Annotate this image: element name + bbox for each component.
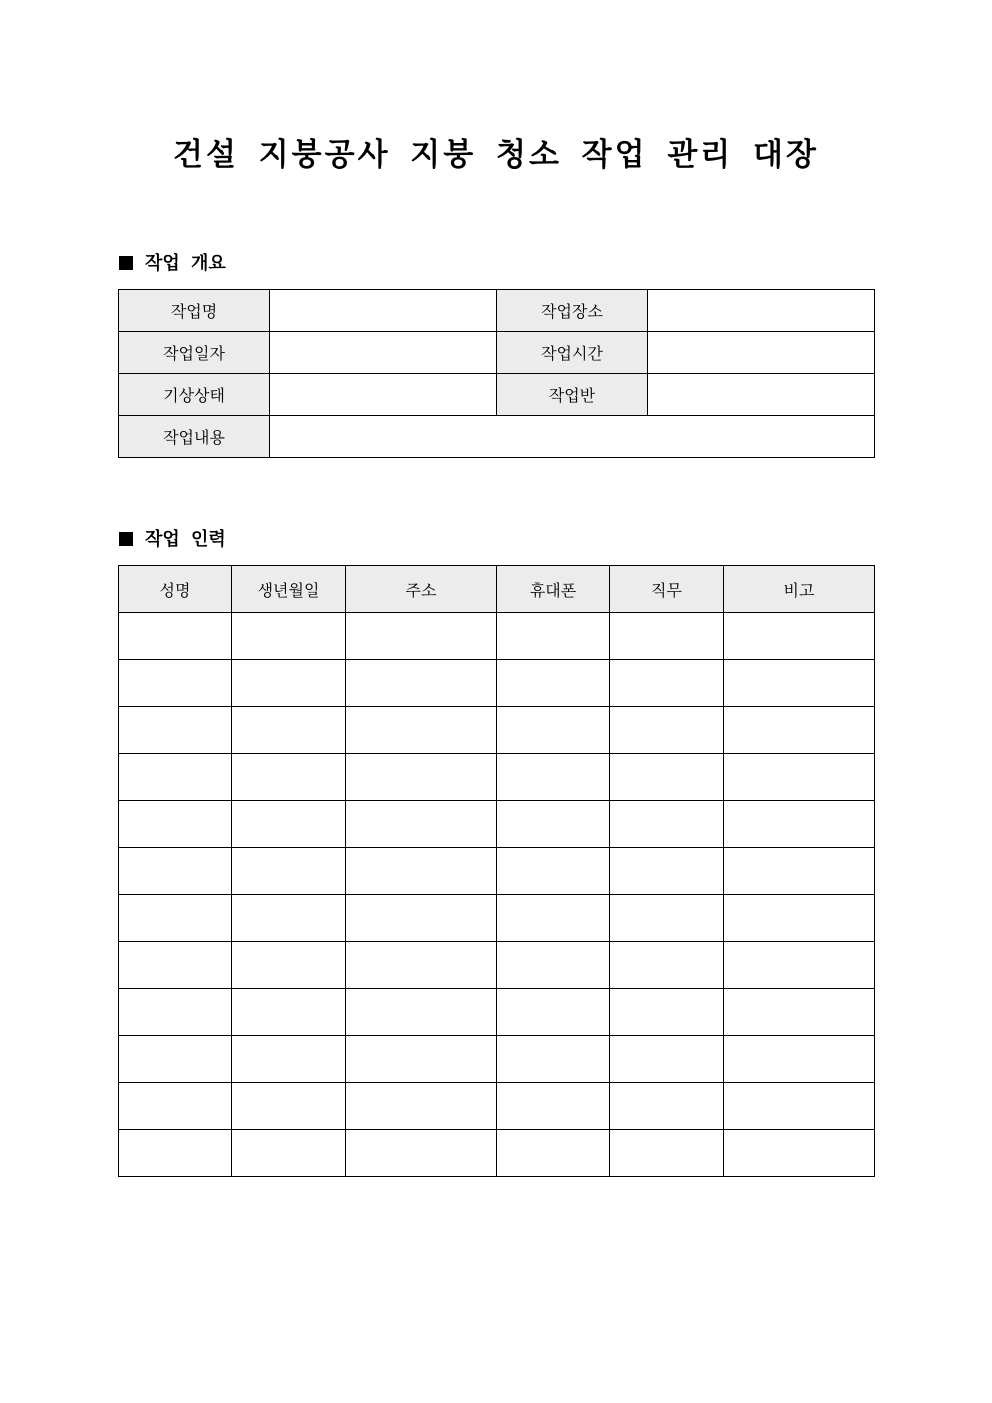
- table-row: [119, 989, 875, 1036]
- cell-name[interactable]: [119, 613, 232, 660]
- square-bullet-icon: [119, 532, 133, 546]
- cell-role[interactable]: [610, 613, 724, 660]
- cell-address[interactable]: [346, 848, 497, 895]
- table-row: [119, 660, 875, 707]
- label-weather: 기상상태: [119, 374, 270, 416]
- column-header-role: 직무: [610, 566, 724, 613]
- cell-remarks[interactable]: [724, 801, 875, 848]
- cell-remarks[interactable]: [724, 895, 875, 942]
- label-work-content: 작업내용: [119, 416, 270, 458]
- overview-row: [119, 332, 875, 374]
- personnel-table: [118, 565, 875, 1177]
- value-weather[interactable]: [270, 374, 497, 416]
- cell-name[interactable]: [119, 801, 232, 848]
- table-row: [119, 895, 875, 942]
- value-work-date[interactable]: [270, 332, 497, 374]
- label-work-date: 작업일자: [119, 332, 270, 374]
- cell-remarks[interactable]: [724, 989, 875, 1036]
- cell-mobile[interactable]: [497, 801, 610, 848]
- cell-birthdate[interactable]: [232, 942, 346, 989]
- cell-remarks[interactable]: [724, 613, 875, 660]
- section-heading-label: 작업 개요: [145, 253, 226, 274]
- cell-mobile[interactable]: [497, 1036, 610, 1083]
- column-header-birthdate: 생년월일: [232, 566, 346, 613]
- section-heading-personnel: [119, 528, 226, 552]
- table-row: [119, 942, 875, 989]
- cell-role[interactable]: [610, 942, 724, 989]
- cell-birthdate[interactable]: [232, 989, 346, 1036]
- column-header-mobile: 휴대폰: [497, 566, 610, 613]
- cell-mobile[interactable]: [497, 848, 610, 895]
- value-work-time[interactable]: [648, 332, 875, 374]
- cell-address[interactable]: [346, 613, 497, 660]
- cell-birthdate[interactable]: [232, 848, 346, 895]
- cell-address[interactable]: [346, 660, 497, 707]
- cell-address[interactable]: [346, 1036, 497, 1083]
- cell-name[interactable]: [119, 895, 232, 942]
- cell-name[interactable]: [119, 942, 232, 989]
- overview-row: [119, 290, 875, 332]
- cell-address[interactable]: [346, 754, 497, 801]
- cell-remarks[interactable]: [724, 942, 875, 989]
- cell-address[interactable]: [346, 989, 497, 1036]
- cell-mobile[interactable]: [497, 1130, 610, 1177]
- table-row: [119, 848, 875, 895]
- overview-table: [118, 289, 875, 458]
- cell-role[interactable]: [610, 1036, 724, 1083]
- column-header-address: 주소: [346, 566, 497, 613]
- cell-mobile[interactable]: [497, 942, 610, 989]
- section-heading-label: 작업 인력: [145, 529, 226, 550]
- cell-remarks[interactable]: [724, 848, 875, 895]
- square-bullet-icon: [119, 256, 133, 270]
- cell-role[interactable]: [610, 895, 724, 942]
- cell-name[interactable]: [119, 1036, 232, 1083]
- cell-name[interactable]: [119, 848, 232, 895]
- cell-birthdate[interactable]: [232, 754, 346, 801]
- cell-role[interactable]: [610, 754, 724, 801]
- cell-role[interactable]: [610, 707, 724, 754]
- cell-name[interactable]: [119, 660, 232, 707]
- cell-name[interactable]: [119, 1083, 232, 1130]
- cell-birthdate[interactable]: [232, 613, 346, 660]
- section-heading-overview: [119, 252, 226, 276]
- cell-role[interactable]: [610, 801, 724, 848]
- column-header-name: 성명: [119, 566, 232, 613]
- cell-role[interactable]: [610, 989, 724, 1036]
- cell-address[interactable]: [346, 1130, 497, 1177]
- table-row: [119, 1036, 875, 1083]
- cell-role[interactable]: [610, 660, 724, 707]
- cell-role[interactable]: [610, 848, 724, 895]
- cell-mobile[interactable]: [497, 660, 610, 707]
- cell-role[interactable]: [610, 1130, 724, 1177]
- value-work-content[interactable]: [270, 416, 875, 458]
- table-row: [119, 801, 875, 848]
- table-row: [119, 613, 875, 660]
- cell-mobile[interactable]: [497, 1083, 610, 1130]
- personnel-header-row: [119, 566, 875, 613]
- cell-mobile[interactable]: [497, 754, 610, 801]
- cell-address[interactable]: [346, 942, 497, 989]
- cell-address[interactable]: [346, 707, 497, 754]
- table-row: [119, 754, 875, 801]
- label-work-crew: 작업반: [497, 374, 648, 416]
- cell-remarks[interactable]: [724, 1083, 875, 1130]
- value-work-crew[interactable]: [648, 374, 875, 416]
- cell-address[interactable]: [346, 1083, 497, 1130]
- cell-name[interactable]: [119, 989, 232, 1036]
- cell-birthdate[interactable]: [232, 1130, 346, 1177]
- overview-row: [119, 374, 875, 416]
- cell-birthdate[interactable]: [232, 1036, 346, 1083]
- cell-name[interactable]: [119, 707, 232, 754]
- cell-birthdate[interactable]: [232, 707, 346, 754]
- cell-mobile[interactable]: [497, 895, 610, 942]
- cell-mobile[interactable]: [497, 989, 610, 1036]
- cell-remarks[interactable]: [724, 707, 875, 754]
- cell-mobile[interactable]: [497, 613, 610, 660]
- cell-birthdate[interactable]: [232, 801, 346, 848]
- personnel-body: [119, 613, 875, 1177]
- cell-role[interactable]: [610, 1083, 724, 1130]
- cell-address[interactable]: [346, 801, 497, 848]
- cell-mobile[interactable]: [497, 707, 610, 754]
- label-work-name: 작업명: [119, 290, 270, 332]
- document-title: 건설 지붕공사 지붕 청소 작업 관리 대장: [173, 137, 819, 173]
- column-header-remarks: 비고: [724, 566, 875, 613]
- table-row: [119, 1083, 875, 1130]
- cell-remarks[interactable]: [724, 660, 875, 707]
- cell-name[interactable]: [119, 1130, 232, 1177]
- label-work-time: 작업시간: [497, 332, 648, 374]
- overview-row: [119, 416, 875, 458]
- cell-remarks[interactable]: [724, 1036, 875, 1083]
- value-work-place[interactable]: [648, 290, 875, 332]
- cell-remarks[interactable]: [724, 1130, 875, 1177]
- table-row: [119, 707, 875, 754]
- cell-birthdate[interactable]: [232, 660, 346, 707]
- cell-birthdate[interactable]: [232, 895, 346, 942]
- cell-remarks[interactable]: [724, 754, 875, 801]
- label-work-place: 작업장소: [497, 290, 648, 332]
- cell-birthdate[interactable]: [232, 1083, 346, 1130]
- value-work-name[interactable]: [270, 290, 497, 332]
- cell-name[interactable]: [119, 754, 232, 801]
- table-row: [119, 1130, 875, 1177]
- cell-address[interactable]: [346, 895, 497, 942]
